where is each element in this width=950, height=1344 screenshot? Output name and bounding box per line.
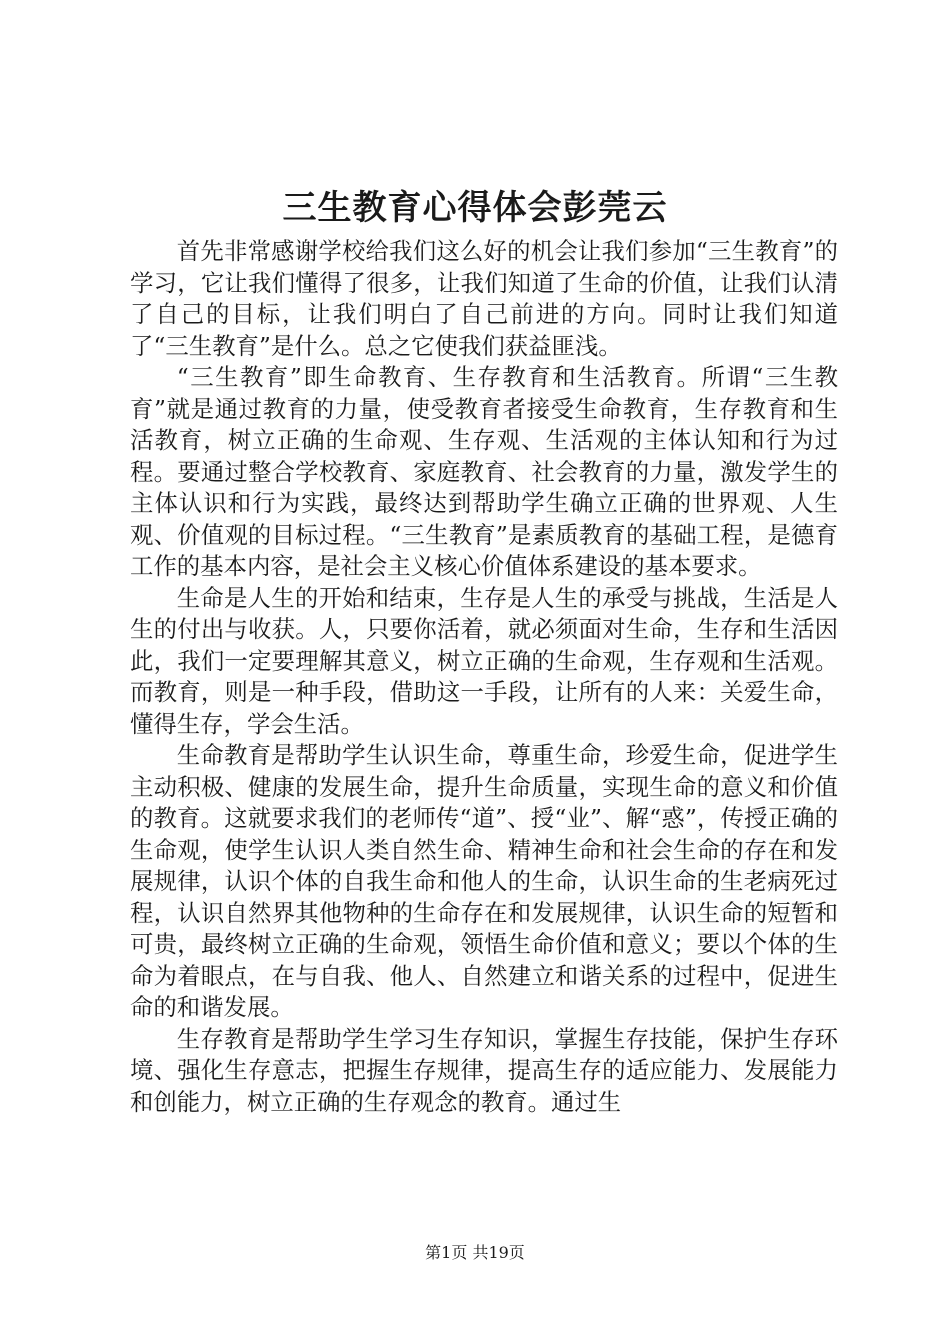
page-footer: 第1页 共19页 (425, 1243, 525, 1262)
paragraph: 首先非常感谢学校给我们这么好的机会让我们参加“三生教育”的学习，它让我们懂得了很多，让我们知道了生命的价值，让我们认清了自己的目标，让我们明白了自己前进的方向。同时让我们知道了“三生教育”是什么。总之它使我们获益匪浅。 (130, 237, 838, 360)
document-body (130, 236, 838, 1118)
paragraph: 生命教育是帮助学生认识生命，尊重生命，珍爱生命，促进学生主动积极、健康的发展生命，提升生命质量，实现生命的意义和价值的教育。这就要求我们的老师传“道”、授“业”、解“惑”，传授正确的生命观，使学生认识人类自然生命、精神生命和社会生命的存在和发展规律，认识个体的自我生命和他人的生命，认识生命的生老病死过程，认识自然界其他物种的生命存在和发展规律，认识生命的短暂和可贵，最终树立正确的生命观，领悟生命价值和意义；要以个体的生命为着眼点，在与自我、他人、自然建立和谐关系的过程中，促进生命的和谐发展。 (130, 741, 838, 1021)
paragraph: 生存教育是帮助学生学习生存知识，掌握生存技能，保护生存环境、强化生存意志，把握生存规律，提高生存的适应能力、发展能力和创能力，树立正确的生存观念的教育。通过生 (130, 1024, 838, 1116)
paragraph: “三生教育”即生命教育、生存教育和生活教育。所谓“三生教育”就是通过教育的力量，使受教育者接受生命教育，生存教育和生活教育，树立正确的生命观、生存观、生活观的主体认知和行为过程。要通过整合学校教育、家庭教育、社会教育的力量，激发学生的主体认识和行为实践，最终达到帮助学生确立正确的世界观、人生观、价值观的目标过程。“三生教育”是素质教育的基础工程，是德育工作的基本内容，是社会主义核心价值体系建设的基本要求。 (130, 363, 838, 580)
document-title: 三生教育心得体会彭莞云 (282, 188, 668, 228)
paragraph: 生命是人生的开始和结束，生存是人生的承受与挑战，生活是人生的付出与收获。人，只要你活着，就必须面对生命，生存和生活因此，我们一定要理解其意义，树立正确的生命观，生存观和生活观。而教育，则是一种手段，借助这一手段，让所有的人来：关爱生命，懂得生存，学会生活。 (130, 583, 838, 738)
